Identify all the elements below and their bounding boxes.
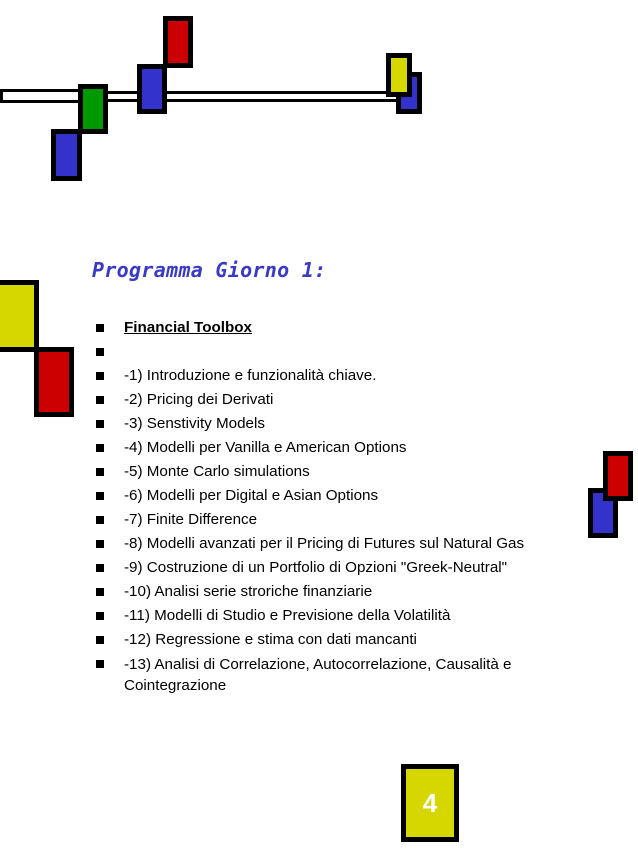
bullet-icon <box>96 492 104 500</box>
bullet-icon <box>96 660 104 668</box>
list-item-text: -3) Senstivity Models <box>124 415 265 432</box>
bullet-icon <box>96 588 104 596</box>
bullet-icon <box>96 468 104 476</box>
decorative-red-square <box>34 347 74 417</box>
list-item-text: -11) Modelli di Studio e Previsione della Volatilità <box>124 607 451 624</box>
bullet-icon <box>96 444 104 452</box>
list-item <box>94 628 574 652</box>
decorative-blue-square <box>51 129 82 181</box>
list-item-text: -7) Finite Difference <box>124 511 258 528</box>
list-item <box>94 580 574 604</box>
decorative-rail-left <box>0 89 84 103</box>
bullet-icon <box>96 636 104 644</box>
list-item-text: Financial Toolbox <box>124 319 252 336</box>
list-item <box>94 556 574 580</box>
page-number: 4 <box>422 787 438 818</box>
list-item <box>94 652 574 696</box>
list-item-text: -8) Modelli avanzati per il Pricing di Futures sul Natural Gas <box>124 535 525 552</box>
bullet-icon <box>96 564 104 572</box>
bullet-icon <box>96 540 104 548</box>
list-item-text: -5) Monte Carlo simulations <box>124 463 310 480</box>
list-item <box>94 484 574 508</box>
list-item-text: -4) Modelli per Vanilla e American Options <box>124 439 407 456</box>
list-item <box>94 604 574 628</box>
list-item-text: -2) Pricing dei Derivati <box>124 391 274 408</box>
list-item-text: -1) Introduzione e funzionalità chiave. <box>124 367 377 384</box>
bullet-icon <box>96 324 104 332</box>
list-item-text: -10) Analisi serie stroriche finanziarie <box>124 583 373 600</box>
page-number-box <box>401 764 459 842</box>
bullet-icon <box>96 396 104 404</box>
list-item-text: -6) Modelli per Digital e Asian Options <box>124 487 379 504</box>
program-list <box>94 316 574 696</box>
bullet-icon <box>96 516 104 524</box>
page-title: Programma Giorno 1: <box>92 258 327 282</box>
decorative-blue-square <box>137 64 167 114</box>
list-heading <box>94 316 574 340</box>
decorative-red-square <box>603 451 633 501</box>
bullet-icon <box>96 348 104 356</box>
list-item <box>94 436 574 460</box>
decorative-yellow-square <box>0 280 39 352</box>
list-item <box>94 388 574 412</box>
list-item <box>94 412 574 436</box>
list-item <box>94 508 574 532</box>
decorative-red-square <box>163 16 193 68</box>
bullet-icon <box>96 612 104 620</box>
list-item-text: -12) Regressione e stima con dati mancanti <box>124 631 417 648</box>
list-item-text: -9) Costruzione di un Portfolio di Opzioni "Greek-Neutral" <box>124 559 508 576</box>
list-item <box>94 460 574 484</box>
list-item <box>94 364 574 388</box>
list-item <box>94 532 574 556</box>
bullet-icon <box>96 372 104 380</box>
list-item <box>94 340 574 364</box>
bullet-icon <box>96 420 104 428</box>
decorative-green-square <box>78 84 108 134</box>
decorative-yellow-square <box>386 53 412 97</box>
list-item-text: -13) Analisi di Correlazione, Autocorrelazione, Causalità e Cointegrazione <box>124 656 512 694</box>
